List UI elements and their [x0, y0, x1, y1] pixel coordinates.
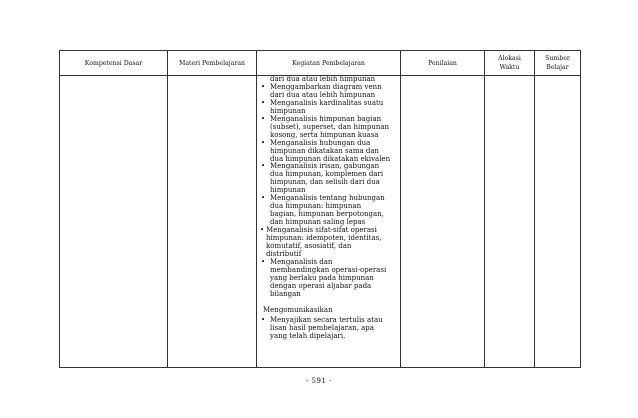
list-item-line: himpunan	[270, 186, 306, 195]
list-item-line: Menganalisis kardinalitas suatu	[270, 98, 384, 107]
bullet-icon: •	[261, 138, 266, 147]
bullet-icon: •	[260, 226, 265, 235]
list-item	[260, 259, 400, 299]
list-item-line: Menganalisis sifat-sifat operasi	[266, 226, 377, 235]
list-item-line: Menggambarkan diagram venn	[270, 82, 382, 91]
page-number: - 591 -	[305, 377, 333, 385]
continuation-line: dari dua atau lebih himpunan	[270, 75, 376, 83]
list-item-line: himpunan: idempoten, identitas,	[266, 234, 382, 243]
list-item-line: dari dua atau lebih himpunan	[270, 90, 376, 99]
header-sumber-line1: Sumber	[545, 55, 570, 62]
list-item-line: himpunan dikatakan sama dan	[270, 146, 380, 155]
list-item-line: himpunan	[270, 106, 306, 115]
list-item-line: membandingkan operasi-operasi	[270, 265, 387, 274]
bullet-icon: •	[261, 194, 266, 203]
header-materi-pembelajaran: Materi Pembelajaran	[168, 51, 257, 76]
cell-kompetensi-dasar	[60, 76, 168, 368]
list-item-line: dua himpunan: himpunan	[270, 202, 362, 211]
list-item	[260, 140, 400, 164]
section-title: Mengomunikasikan	[263, 305, 333, 314]
list-item-line: kosong, serta himpunan kuasa	[270, 130, 379, 139]
bullet-icon: •	[261, 162, 266, 171]
bullet-icon: •	[261, 82, 266, 91]
table-row	[60, 76, 581, 368]
list-item-line: dan himpunan saling lepas	[270, 218, 366, 227]
cell-penilaian	[401, 76, 485, 368]
list-item	[260, 116, 400, 140]
list-item-line: Menganalisis irisan, gabungan	[270, 162, 380, 171]
cell-materi-pembelajaran	[168, 76, 257, 368]
list-item-line: (subset), superset, dan himpunan	[270, 122, 390, 131]
header-penilaian: Penilaian	[401, 51, 485, 76]
list-item-line: Menganalisis hubungan dua	[270, 138, 371, 147]
header-alokasi-line2: Waktu	[499, 64, 520, 71]
bullet-icon: •	[261, 114, 266, 123]
cell-alokasi-waktu	[485, 76, 535, 368]
list-item	[260, 100, 400, 116]
list-item-line: yang telah dipelajari,	[270, 331, 346, 340]
list-item-line: dua himpunan dikatakan ekivalen	[270, 154, 391, 163]
header-alokasi-line1: Alokasi	[498, 55, 521, 62]
communication-list	[260, 317, 400, 341]
bullet-icon: •	[261, 98, 266, 107]
header-kegiatan-pembelajaran: Kegiatan Pembelajaran	[257, 51, 401, 76]
table-header-row	[60, 51, 581, 76]
cell-kegiatan-pembelajaran	[257, 76, 401, 368]
list-item-line: himpunan, dan selisih dari dua	[270, 178, 380, 187]
list-item	[260, 84, 400, 100]
list-item-line: Menganalisis dan	[270, 257, 333, 266]
list-item-line: bagian, himpunan berpotongan,	[270, 210, 384, 219]
header-sumber-belajar	[535, 51, 581, 76]
list-item	[260, 317, 400, 341]
list-item-line: dua himpunan, komplemen dari	[270, 170, 384, 179]
list-item-line: komutatif, asosiatif, dan	[266, 242, 352, 251]
cell-sumber-belajar	[535, 76, 581, 368]
list-item	[260, 195, 400, 227]
list-item-line: yang berlaku pada himpunan	[270, 273, 374, 282]
list-item	[260, 163, 400, 195]
header-sumber-line2: Belajar	[546, 64, 569, 71]
header-alokasi-waktu	[485, 51, 535, 76]
list-item	[260, 227, 400, 259]
list-item-line: Menyajikan secara tertulis atau	[270, 315, 383, 324]
list-item-line: dengan operasi aljabar pada	[270, 281, 372, 290]
list-item-line: Menganalisis tentang hubungan	[270, 194, 385, 203]
list-item-line: distributif	[266, 249, 302, 258]
activity-list	[260, 84, 400, 299]
bullet-icon: •	[261, 315, 266, 324]
list-item-line: lisan hasil pembelajaran, apa	[270, 323, 374, 332]
bullet-icon: •	[261, 257, 266, 266]
list-item-line: Menganalisis himpunan bagian	[270, 114, 382, 123]
list-item-line: bilangan	[270, 289, 301, 298]
syllabus-table	[59, 50, 581, 368]
header-kompetensi-dasar: Kompetensi Dasar	[60, 51, 168, 76]
